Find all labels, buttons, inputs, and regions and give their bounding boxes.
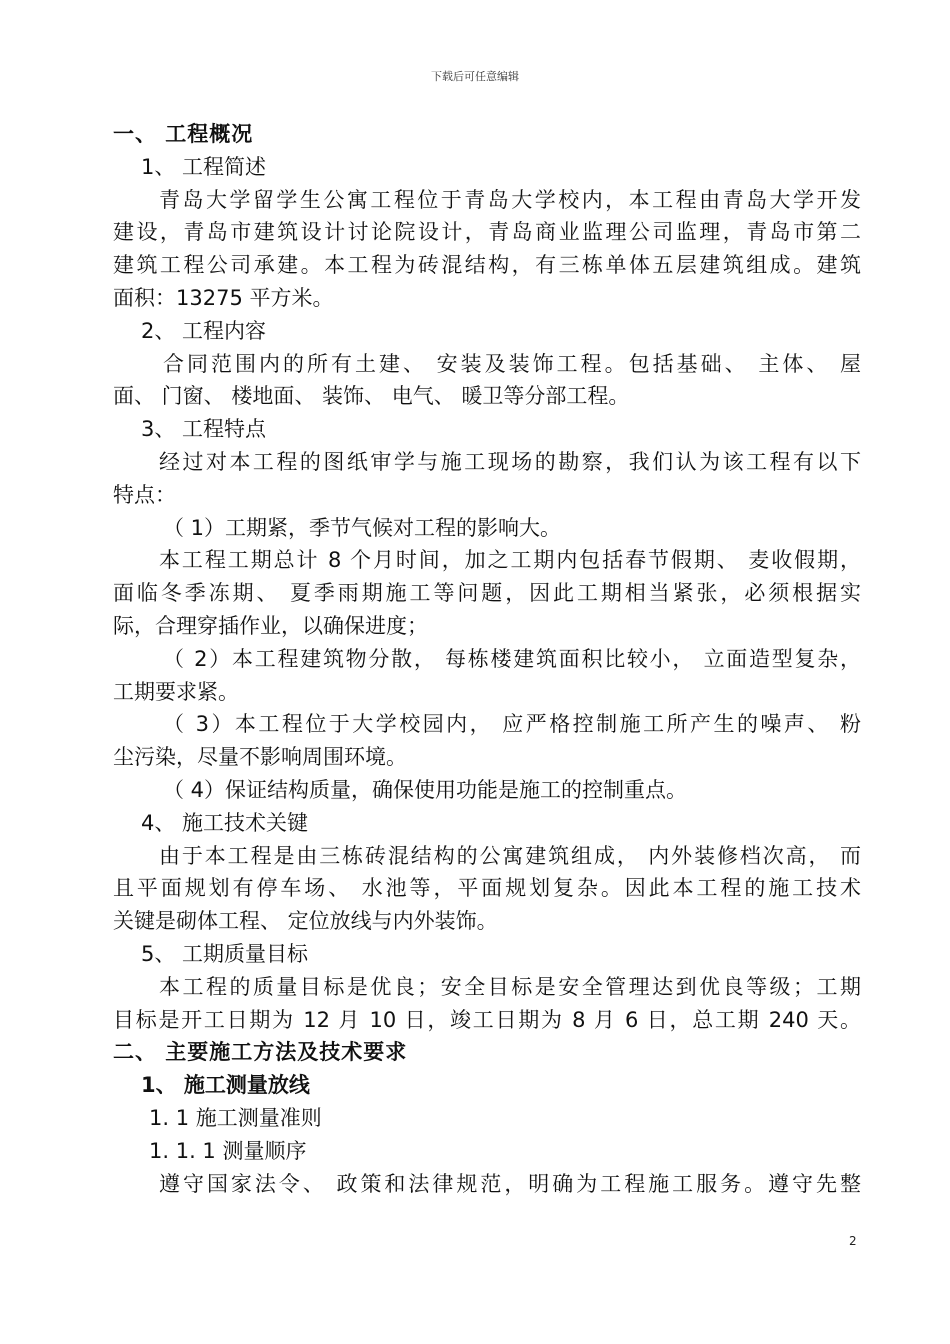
text-line: 二、 主要施工方法及技术要求 xyxy=(113,1040,408,1065)
text-line: （ 2）本工程建筑物分散， 每栋楼建筑面积比较小， 立面造型复杂， xyxy=(163,646,861,671)
page-number: 2 xyxy=(849,1234,857,1248)
text-line: 由于本工程是由三栋砖混结构的公寓建筑组成， 内外装修档次高， 而 xyxy=(159,843,861,868)
text-line: 际，合理穿插作业，以确保进度； xyxy=(113,613,428,638)
text-line: 尘污染，尽量不影响周围环境。 xyxy=(113,745,407,770)
text-line: 4、 施工技术关键 xyxy=(141,810,309,835)
text-line: 面积：13275 平方米。 xyxy=(113,285,334,310)
text-line: 面、 门窗、 楼地面、 装饰、 电气、 暖卫等分部工程。 xyxy=(113,384,630,409)
text-line: 且平面规划有停车场、 水池等，平面规划复杂。因此本工程的施工技术 xyxy=(113,876,861,901)
text-line: 经过对本工程的图纸审学与施工现场的勘察，我们认为该工程有以下 xyxy=(159,449,861,474)
text-line: 工期要求紧。 xyxy=(113,679,239,704)
text-line: 2、 工程内容 xyxy=(141,318,267,343)
text-line: （ 1）工期紧，季节气候对工程的影响大。 xyxy=(163,515,562,540)
text-line: 合同范围内的所有土建、 安装及装饰工程。包括基础、 主体、 屋 xyxy=(163,351,861,376)
text-line: 关键是砌体工程、 定位放线与内外装饰。 xyxy=(113,909,498,934)
text-line: 1、 工程简述 xyxy=(141,154,267,179)
text-line: 建筑工程公司承建。本工程为砖混结构，有三栋单体五层建筑组成。建筑 xyxy=(113,253,861,278)
document-body xyxy=(113,118,861,1200)
text-line: 1. 1 施工测量准则 xyxy=(149,1105,322,1130)
text-line: 本工程的质量目标是优良；安全目标是安全管理达到优良等级；工期 xyxy=(159,974,861,999)
page-header: 下载后可任意编辑 xyxy=(431,70,519,83)
text-line: 面临冬季冻期、 夏季雨期施工等问题，因此工期相当紧张，必须根据实 xyxy=(113,581,861,606)
text-line: 青岛大学留学生公寓工程位于青岛大学校内，本工程由青岛大学开发 xyxy=(159,187,861,212)
text-line: 目标是开工日期为 12 月 10 日，竣工日期为 8 月 6 日，总工期 240 天。 xyxy=(113,1007,861,1032)
text-line: （ 4）保证结构质量，确保使用功能是施工的控制重点。 xyxy=(163,777,688,802)
text-line: 一、 工程概况 xyxy=(113,122,254,146)
text-line: 建设，青岛市建筑设计讨论院设计，青岛商业监理公司监理，青岛市第二 xyxy=(113,220,861,245)
text-line: 3、 工程特点 xyxy=(141,417,267,442)
text-line: 1. 1. 1 测量顺序 xyxy=(149,1138,307,1163)
text-line: 本工程工期总计 8 个月时间，加之工期内包括春节假期、 麦收假期， xyxy=(159,548,861,573)
text-line: 遵守国家法令、 政策和法律规范，明确为工程施工服务。遵守先整 xyxy=(159,1171,861,1196)
text-line: 1、 施工测量放线 xyxy=(141,1073,310,1098)
text-line: 5、 工期质量目标 xyxy=(141,941,309,966)
text-line: （ 3）本工程位于大学校园内， 应严格控制施工所产生的噪声、 粉 xyxy=(163,712,861,737)
text-line: 特点： xyxy=(113,482,176,507)
